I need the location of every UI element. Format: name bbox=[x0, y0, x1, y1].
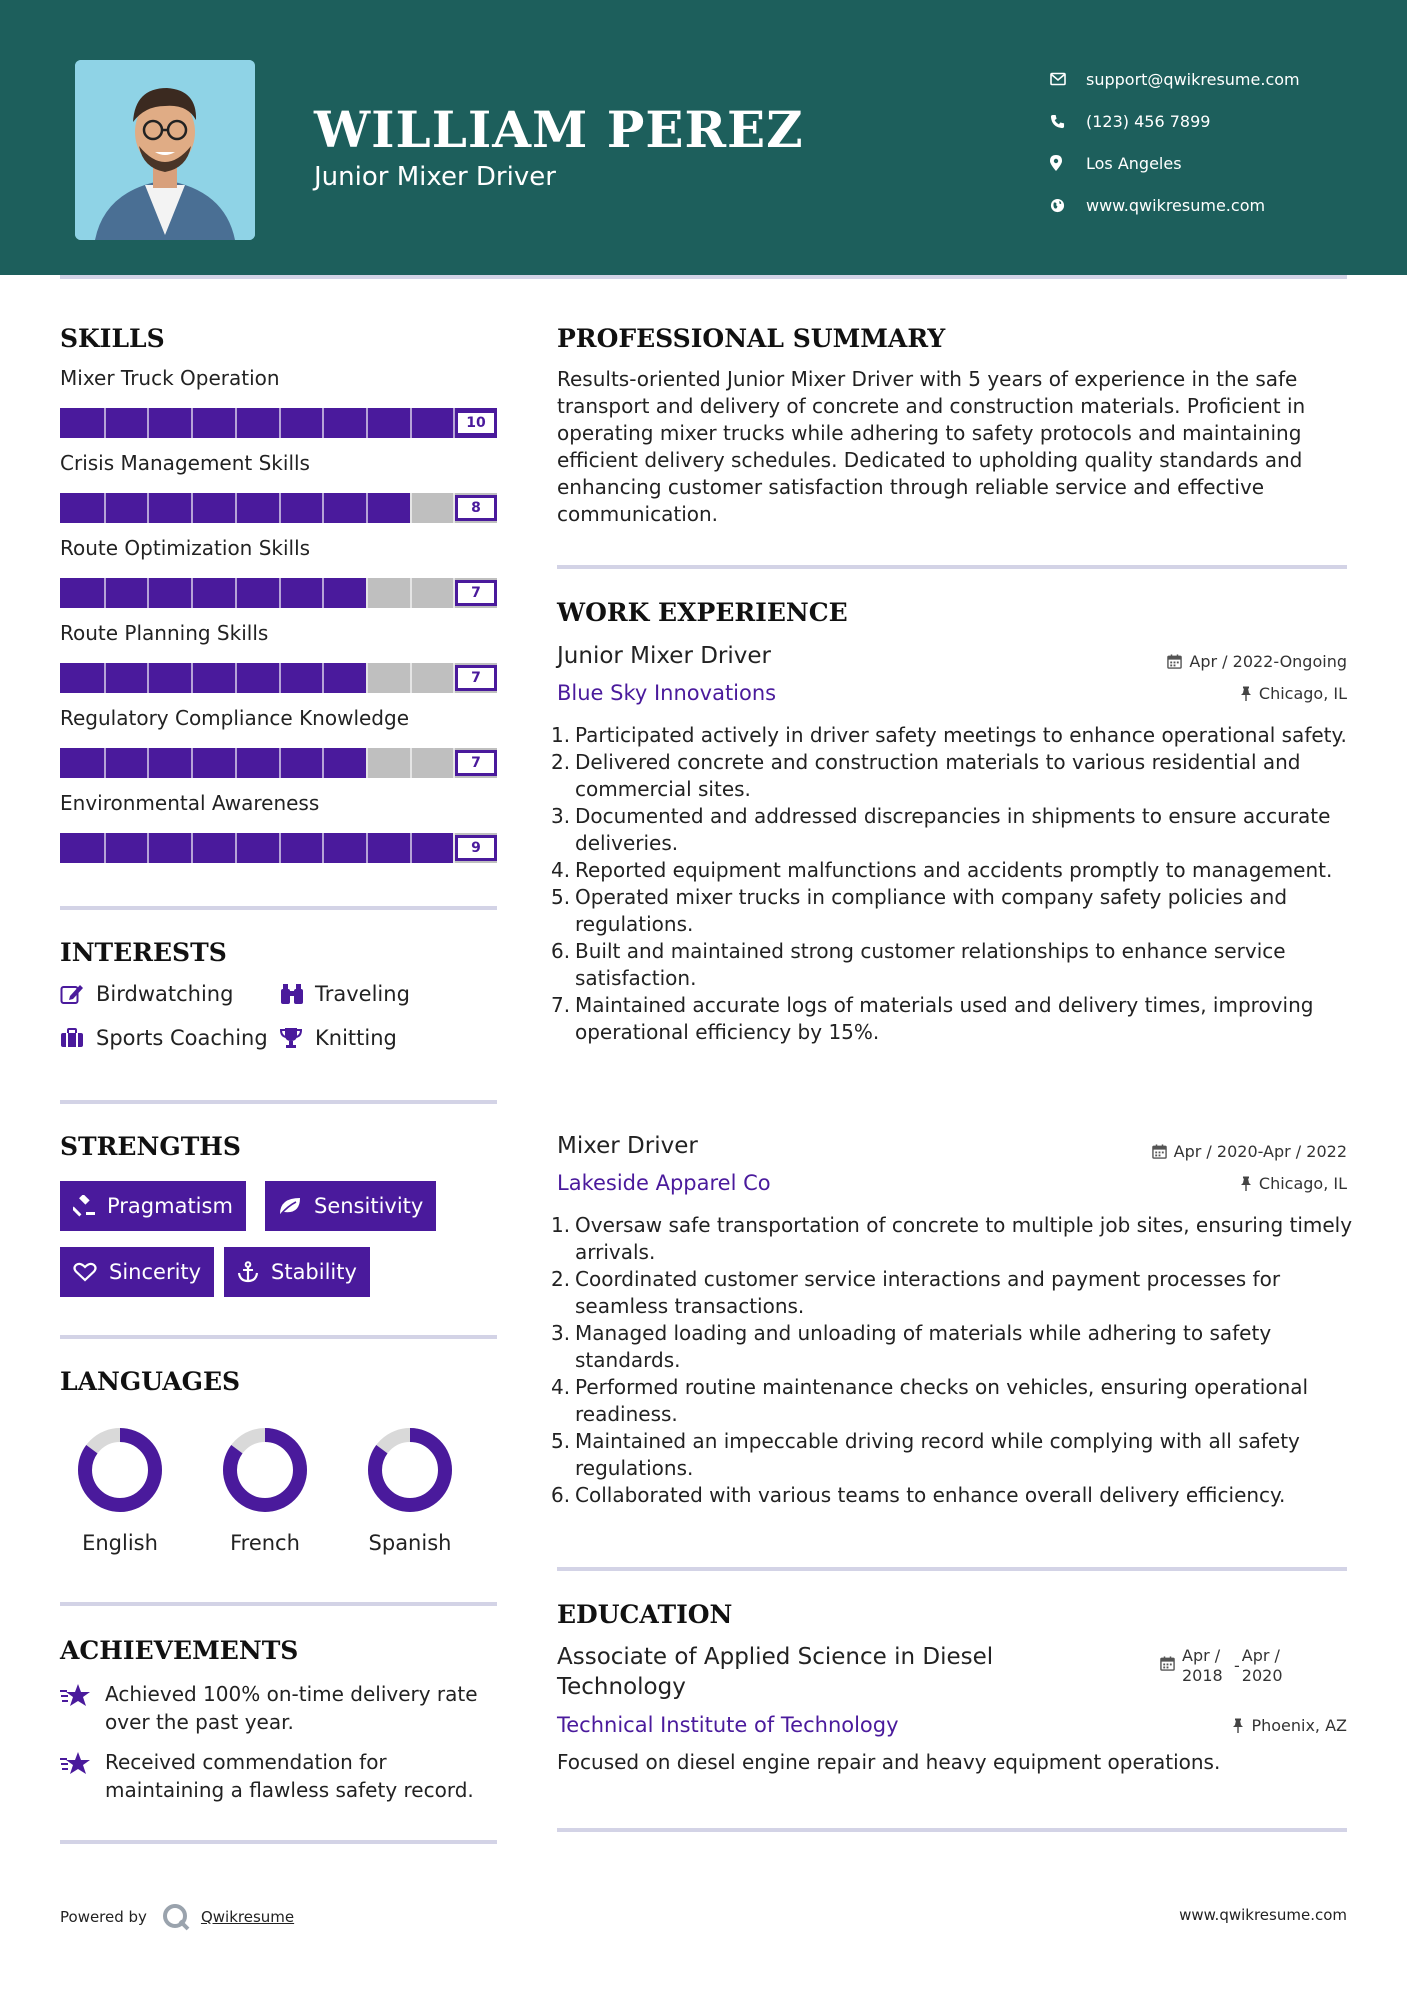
anchor-icon bbox=[237, 1261, 259, 1283]
strengths-heading: STRENGTHS bbox=[60, 1132, 241, 1161]
duty-number: 5. bbox=[551, 1429, 571, 1453]
trophy-icon bbox=[279, 1027, 315, 1049]
skill-segment-divider bbox=[235, 408, 237, 438]
interest-item bbox=[279, 1026, 397, 1050]
education-end-year: 2020 bbox=[1241, 1666, 1283, 1685]
calendar-icon bbox=[1167, 654, 1182, 669]
skill-segment-divider bbox=[235, 833, 237, 863]
skill-segment-divider bbox=[147, 408, 149, 438]
skills-heading: SKILLS bbox=[60, 324, 165, 353]
footer-website[interactable]: www.qwikresume.com bbox=[1179, 1906, 1347, 1924]
skill-segment-divider bbox=[104, 663, 106, 693]
skill-bar bbox=[60, 748, 497, 780]
skill-item bbox=[60, 791, 497, 865]
skill-segment-divider bbox=[322, 833, 324, 863]
duty-item bbox=[551, 803, 1357, 857]
job-dates-text: Apr / 2020-Apr / 2022 bbox=[1173, 1142, 1347, 1161]
language-donut bbox=[365, 1425, 455, 1515]
header-divider bbox=[60, 275, 1347, 279]
duty-text: Built and maintained strong customer relationships to enhance service satisfaction. bbox=[575, 939, 1286, 990]
job-location-text: Chicago, IL bbox=[1258, 684, 1347, 703]
duty-item bbox=[551, 1320, 1357, 1374]
job-duties-list bbox=[551, 1212, 1357, 1509]
brand-link[interactable]: Qwikresume bbox=[200, 1908, 295, 1926]
duty-text: Oversaw safe transportation of concrete to multiple job sites, ensuring timely arrivals. bbox=[575, 1213, 1353, 1264]
duty-text: Maintained an impeccable driving record while complying with all safety regulations. bbox=[575, 1429, 1300, 1480]
duty-item bbox=[551, 722, 1357, 749]
skill-segment-divider bbox=[410, 493, 412, 523]
skill-segment-divider bbox=[191, 578, 193, 608]
briefcase-icon bbox=[60, 1028, 96, 1048]
skill-segment-divider bbox=[366, 578, 368, 608]
duty-number: 3. bbox=[551, 804, 571, 828]
skill-fill bbox=[60, 578, 366, 608]
skill-segment-divider bbox=[279, 408, 281, 438]
duty-item bbox=[551, 857, 1357, 884]
duty-text: Documented and addressed discrepancies in shipments to ensure accurate deliveries. bbox=[575, 804, 1331, 855]
achievement-item bbox=[60, 1680, 500, 1736]
duty-number: 4. bbox=[551, 1375, 571, 1399]
job-title: Mixer Driver bbox=[557, 1133, 698, 1159]
duty-text: Maintained accurate logs of materials used and delivery times, improving operational efficiency by 15%. bbox=[575, 993, 1314, 1044]
achievements-divider bbox=[60, 1840, 497, 1844]
duty-item bbox=[551, 884, 1357, 938]
skill-bar bbox=[60, 833, 497, 865]
strength-tag bbox=[60, 1247, 214, 1297]
duty-item bbox=[551, 1266, 1357, 1320]
strength-label: Sensitivity bbox=[314, 1194, 424, 1218]
language-item bbox=[60, 1425, 180, 1555]
skill-segment-divider bbox=[366, 493, 368, 523]
education-description: Focused on diesel engine repair and heavy equipment operations. bbox=[557, 1750, 1221, 1774]
envelope-icon bbox=[1050, 72, 1086, 86]
contact-website[interactable] bbox=[1050, 184, 1380, 226]
education-start-year: 2018 bbox=[1182, 1666, 1223, 1685]
skill-segment-divider bbox=[147, 833, 149, 863]
duty-number: 2. bbox=[551, 750, 571, 774]
languages-heading: LANGUAGES bbox=[60, 1367, 241, 1396]
skill-segment-divider bbox=[366, 408, 368, 438]
interest-label: Birdwatching bbox=[96, 982, 234, 1006]
strength-label: Sincerity bbox=[109, 1260, 202, 1284]
skill-segment-divider bbox=[322, 748, 324, 778]
language-donut bbox=[75, 1425, 165, 1515]
contact-website-text: www.qwikresume.com bbox=[1086, 195, 1266, 215]
education-location bbox=[1232, 1716, 1347, 1735]
duty-number: 1. bbox=[551, 723, 571, 747]
candidate-name: WILLIAM PEREZ bbox=[314, 100, 804, 159]
strength-tag bbox=[224, 1247, 370, 1297]
experience-heading: WORK EXPERIENCE bbox=[557, 598, 848, 627]
skill-item bbox=[60, 366, 497, 440]
skill-segment-divider bbox=[235, 493, 237, 523]
resume-header bbox=[0, 0, 1407, 275]
skill-segment-divider bbox=[104, 748, 106, 778]
skill-name: Route Planning Skills bbox=[60, 621, 269, 645]
education-degree: Associate of Applied Science in Diesel Technology bbox=[557, 1644, 994, 1700]
skill-segment-divider bbox=[147, 578, 149, 608]
education-start bbox=[1182, 1646, 1234, 1686]
strength-label: Stability bbox=[271, 1260, 357, 1284]
job-dates bbox=[1167, 652, 1347, 671]
calendar-icon bbox=[1152, 1144, 1167, 1159]
skill-bar bbox=[60, 663, 497, 695]
job-location-text: Chicago, IL bbox=[1258, 1174, 1347, 1193]
gavel-icon bbox=[73, 1195, 95, 1217]
duty-number: 1. bbox=[551, 1213, 571, 1237]
education-heading: EDUCATION bbox=[557, 1600, 733, 1629]
achievements-heading: ACHIEVEMENTS bbox=[60, 1636, 299, 1665]
contact-location bbox=[1050, 142, 1380, 184]
duty-number: 7. bbox=[551, 993, 571, 1017]
skill-segment-divider bbox=[279, 663, 281, 693]
duty-item bbox=[551, 1374, 1357, 1428]
duty-text: Collaborated with various teams to enhance overall delivery efficiency. bbox=[575, 1483, 1286, 1507]
duty-item bbox=[551, 1482, 1357, 1509]
skill-item bbox=[60, 451, 497, 525]
duty-text: Delivered concrete and construction materials to various residential and commercial sites. bbox=[575, 750, 1301, 801]
job-dates bbox=[1152, 1142, 1347, 1161]
skill-level-badge: 7 bbox=[455, 750, 497, 776]
skill-segment-divider bbox=[366, 663, 368, 693]
interest-label: Knitting bbox=[315, 1026, 397, 1050]
language-label: English bbox=[82, 1531, 158, 1555]
skill-segment-divider bbox=[410, 578, 412, 608]
interests-divider bbox=[60, 1100, 497, 1104]
language-donut bbox=[220, 1425, 310, 1515]
skill-segment-divider bbox=[191, 748, 193, 778]
skill-fill bbox=[60, 833, 453, 863]
skill-segment-divider bbox=[410, 748, 412, 778]
skill-segment-divider bbox=[104, 833, 106, 863]
skill-item bbox=[60, 536, 497, 610]
skill-segment-divider bbox=[191, 493, 193, 523]
education-end bbox=[1242, 1646, 1283, 1686]
language-item bbox=[350, 1425, 470, 1555]
phone-icon bbox=[1050, 114, 1086, 129]
skill-level-badge: 8 bbox=[455, 495, 497, 521]
strength-label: Pragmatism bbox=[107, 1194, 233, 1218]
achievement-text: Received commendation for maintaining a flawless safety record. bbox=[105, 1750, 474, 1802]
skill-name: Environmental Awareness bbox=[60, 791, 320, 815]
job-title: Junior Mixer Driver bbox=[557, 643, 771, 669]
globe-icon bbox=[1050, 198, 1086, 213]
skill-bar bbox=[60, 408, 497, 440]
binoculars-icon bbox=[279, 983, 315, 1005]
contact-phone[interactable] bbox=[1050, 100, 1380, 142]
skill-segment-divider bbox=[235, 748, 237, 778]
strength-tag bbox=[60, 1181, 246, 1231]
duty-item bbox=[551, 1428, 1357, 1482]
duty-item bbox=[551, 938, 1357, 992]
skill-bar bbox=[60, 578, 497, 610]
duty-text: Reported equipment malfunctions and accidents promptly to management. bbox=[575, 858, 1333, 882]
interests-heading: INTERESTS bbox=[60, 938, 227, 967]
summary-text: Results-oriented Junior Mixer Driver with 5 years of experience in the safe transport and delivery of concrete and construction materials. Proficient in operating mixer trucks while adhering to safety protocols and maintaining efficient delivery schedules. Dedicated to upholding quality standards and enhancing customer satisfaction through reliable service and effective communication. bbox=[557, 367, 1306, 526]
skill-segment-divider bbox=[147, 493, 149, 523]
skill-segment-divider bbox=[279, 493, 281, 523]
star-badge-icon bbox=[60, 1680, 105, 1736]
skill-segment-divider bbox=[104, 408, 106, 438]
duty-text: Coordinated customer service interactions and payment processes for seamless transactions. bbox=[575, 1267, 1281, 1318]
duty-text: Performed routine maintenance checks on vehicles, ensuring operational readiness. bbox=[575, 1375, 1309, 1426]
company-name: Blue Sky Innovations bbox=[557, 681, 777, 705]
skills-divider bbox=[60, 906, 497, 910]
achievement-text: Achieved 100% on-time delivery rate over the past year. bbox=[105, 1682, 478, 1734]
education-start-month: Apr / bbox=[1182, 1646, 1221, 1665]
powered-by-text: Powered by bbox=[60, 1908, 147, 1926]
contact-location-text: Los Angeles bbox=[1086, 153, 1182, 173]
leaf-icon bbox=[278, 1196, 302, 1216]
skill-segment-divider bbox=[235, 663, 237, 693]
job-location bbox=[1240, 684, 1347, 703]
skill-segment-divider bbox=[410, 663, 412, 693]
skill-segment-divider bbox=[366, 833, 368, 863]
skill-segment-divider bbox=[147, 663, 149, 693]
skill-item bbox=[60, 621, 497, 695]
heart-icon bbox=[73, 1262, 97, 1282]
skill-segment-divider bbox=[104, 493, 106, 523]
languages-divider bbox=[60, 1602, 497, 1606]
pushpin-icon bbox=[1232, 1718, 1244, 1733]
duty-number: 2. bbox=[551, 1267, 571, 1291]
skill-fill bbox=[60, 748, 366, 778]
school-name: Technical Institute of Technology bbox=[557, 1713, 899, 1737]
achievement-item bbox=[60, 1748, 500, 1804]
skill-segment-divider bbox=[410, 408, 412, 438]
interest-label: Traveling bbox=[315, 982, 410, 1006]
contact-list bbox=[1050, 58, 1380, 226]
interest-label: Sports Coaching bbox=[96, 1026, 268, 1050]
duty-number: 4. bbox=[551, 858, 571, 882]
language-item bbox=[205, 1425, 325, 1555]
skill-segment-divider bbox=[279, 578, 281, 608]
education-divider bbox=[557, 1828, 1347, 1832]
skill-level-badge: 7 bbox=[455, 580, 497, 606]
skill-segment-divider bbox=[322, 578, 324, 608]
interest-item bbox=[60, 1026, 268, 1050]
interest-item bbox=[60, 982, 233, 1006]
skill-level-badge: 10 bbox=[455, 410, 497, 436]
contact-email-text: support@qwikresume.com bbox=[1086, 69, 1300, 89]
interest-item bbox=[279, 982, 410, 1006]
contact-email[interactable] bbox=[1050, 58, 1380, 100]
skill-segment-divider bbox=[279, 833, 281, 863]
duty-text: Participated actively in driver safety meetings to enhance operational safety. bbox=[575, 723, 1347, 747]
strengths-divider bbox=[60, 1335, 497, 1339]
qwikresume-logo-icon bbox=[161, 1902, 191, 1932]
duty-number: 6. bbox=[551, 939, 571, 963]
education-end-month: Apr / bbox=[1241, 1646, 1280, 1665]
footer-powered-by bbox=[60, 1902, 294, 1932]
language-label: French bbox=[230, 1531, 300, 1555]
skill-item bbox=[60, 706, 497, 780]
duty-number: 6. bbox=[551, 1483, 571, 1507]
summary-divider bbox=[557, 565, 1347, 569]
skill-name: Regulatory Compliance Knowledge bbox=[60, 706, 410, 730]
experience-divider bbox=[557, 1567, 1347, 1571]
duty-number: 3. bbox=[551, 1321, 571, 1345]
duty-item bbox=[551, 992, 1357, 1046]
skill-segment-divider bbox=[191, 833, 193, 863]
skill-segment-divider bbox=[147, 748, 149, 778]
profile-photo bbox=[75, 60, 255, 240]
pushpin-icon bbox=[1240, 1176, 1252, 1191]
skill-segment-divider bbox=[191, 408, 193, 438]
skill-name: Route Optimization Skills bbox=[60, 536, 311, 560]
date-separator: - bbox=[1234, 1656, 1240, 1675]
job-dates-text: Apr / 2022-Ongoing bbox=[1189, 652, 1347, 671]
skill-segment-divider bbox=[191, 663, 193, 693]
job-duties-list bbox=[551, 722, 1357, 1046]
education-dates bbox=[1160, 1646, 1283, 1686]
duty-number: 5. bbox=[551, 885, 571, 909]
skill-level-badge: 9 bbox=[455, 835, 497, 861]
profile-photo-illustration bbox=[75, 60, 255, 240]
company-name: Lakeside Apparel Co bbox=[557, 1171, 771, 1195]
duty-item bbox=[551, 1212, 1357, 1266]
skill-segment-divider bbox=[279, 748, 281, 778]
skill-fill bbox=[60, 663, 366, 693]
skill-segment-divider bbox=[410, 833, 412, 863]
skill-segment-divider bbox=[235, 578, 237, 608]
skill-segment-divider bbox=[104, 578, 106, 608]
language-label: Spanish bbox=[368, 1531, 452, 1555]
edit-icon bbox=[60, 983, 96, 1005]
star-badge-icon bbox=[60, 1748, 105, 1804]
summary-heading: PROFESSIONAL SUMMARY bbox=[557, 324, 946, 353]
duty-text: Managed loading and unloading of materials while adhering to safety standards. bbox=[575, 1321, 1272, 1372]
skill-name: Crisis Management Skills bbox=[60, 451, 310, 475]
candidate-title: Junior Mixer Driver bbox=[314, 162, 556, 192]
skill-bar bbox=[60, 493, 497, 525]
education-location-text: Phoenix, AZ bbox=[1251, 1716, 1347, 1735]
skill-level-badge: 7 bbox=[455, 665, 497, 691]
map-pin-icon bbox=[1050, 155, 1086, 171]
skill-segment-divider bbox=[322, 663, 324, 693]
skill-segment-divider bbox=[366, 748, 368, 778]
skill-segment-divider bbox=[322, 408, 324, 438]
duty-item bbox=[551, 749, 1357, 803]
calendar-icon bbox=[1160, 1646, 1175, 1686]
pushpin-icon bbox=[1240, 686, 1252, 701]
skill-name: Mixer Truck Operation bbox=[60, 366, 280, 390]
skill-segment-divider bbox=[322, 493, 324, 523]
contact-phone-text: (123) 456 7899 bbox=[1086, 111, 1211, 131]
duty-text: Operated mixer trucks in compliance with company safety policies and regulations. bbox=[575, 885, 1288, 936]
strength-tag bbox=[265, 1181, 436, 1231]
job-location bbox=[1240, 1174, 1347, 1193]
